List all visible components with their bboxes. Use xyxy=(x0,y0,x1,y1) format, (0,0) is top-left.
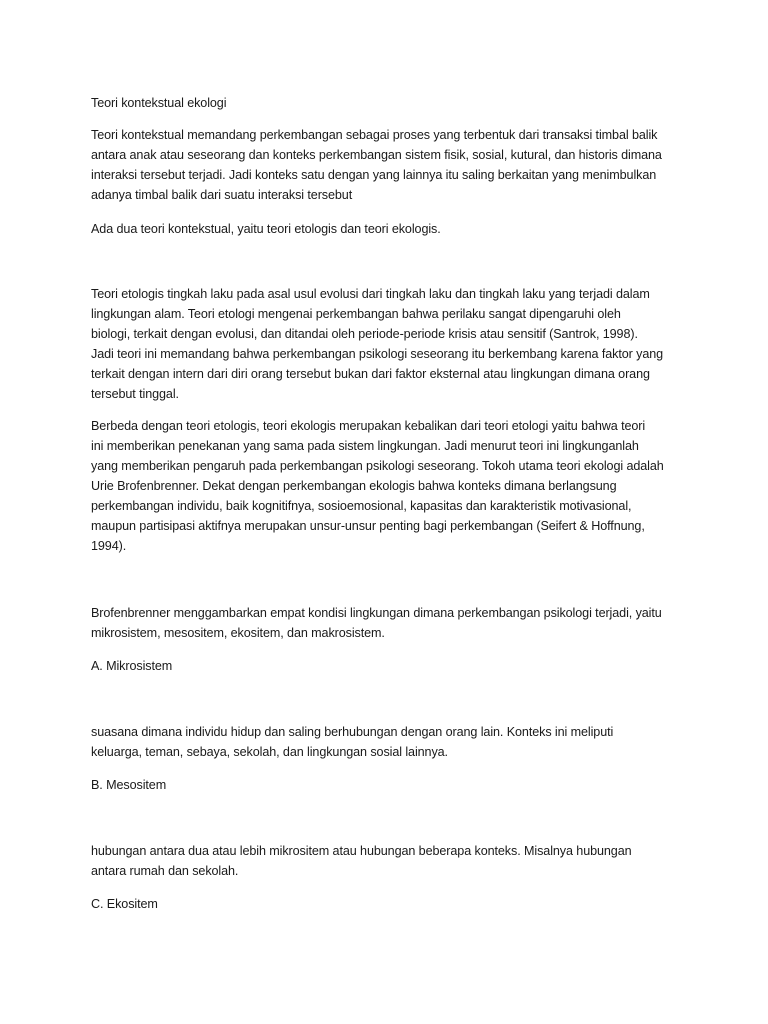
paragraph-contextual-definition: Teori kontekstual memandang perkembangan sebagai proses yang terbentuk dari transaksi timbal balik antara anak atau seseorang dan konteks perkembangan sistem fisik, sosial, kutural, dan historis dimana interaksi tersebut terjadi. Jadi konteks satu dengan yang lainnya itu saling berkaitan yang menimbulkan adanya timbal balik dari suatu interaksi tersebut xyxy=(91,128,662,202)
paragraph-four-conditions: Brofenbrenner menggambarkan empat kondisi lingkungan dimana perkembangan psikologi terjadi, yaitu mikrosistem, mesositem, ekositem, dan makrosistem. xyxy=(91,606,662,640)
heading-mesositem: B. Mesositem xyxy=(91,778,167,792)
paragraph-two-theories: Ada dua teori kontekstual, yaitu teori etologis dan teori ekologis. xyxy=(91,222,441,236)
heading-mikrosistem: A. Mikrosistem xyxy=(91,659,173,673)
heading-ekositem: C. Ekositem xyxy=(91,897,158,911)
document-title: Teori kontekstual ekologi xyxy=(91,96,227,110)
paragraph-mikrosistem: suasana dimana individu hidup dan saling berhubungan dengan orang lain. Konteks ini meliputi keluarga, teman, sebaya, sekolah, dan lingkungan sosial lainnya. xyxy=(91,725,614,759)
paragraph-mesositem: hubungan antara dua atau lebih mikrositem atau hubungan beberapa konteks. Misalnya hubungan antara rumah dan sekolah. xyxy=(91,844,632,878)
paragraph-ethological-theory: Teori etologis tingkah laku pada asal usul evolusi dari tingkah laku dan tingkah laku yang terjadi dalam lingkungan alam. Teori etologi mengenai perkembangan bahwa perilaku sangat dipengaruhi oleh biologi, terkait dengan evolusi, dan ditandai oleh periode-periode krisis atau sensitif (Santrok, 1998). Jadi teori ini memandang bahwa perkembangan psikologi seseorang itu berkembang karena faktor yang terkait dengan intern dari diri orang tersebut bukan dari faktor eksternal atau lingkungan dimana orang tersebut tinggal. xyxy=(91,287,664,401)
paragraph-ecological-theory: Berbeda dengan teori etologis, teori ekologis merupakan kebalikan dari teori etologi yaitu bahwa teori ini memberikan penekanan yang sama pada sistem lingkungan. Jadi menurut teori ini lingkunganlah yang memberikan pengaruh pada perkembangan psikologi seseorang. Tokoh utama teori ekologi adalah Urie Brofenbrenner. Dekat dengan perkembangan ekologis bahwa konteks dimana berlangsung perkembangan individu, baik kognitifnya, sosioemosional, kapasitas dan karakteristik motivasional, maupun partisipasi aktifnya merupakan unsur-unsur penting bagi perkembangan (Seifert & Hoffnung, 1994). xyxy=(91,419,664,553)
